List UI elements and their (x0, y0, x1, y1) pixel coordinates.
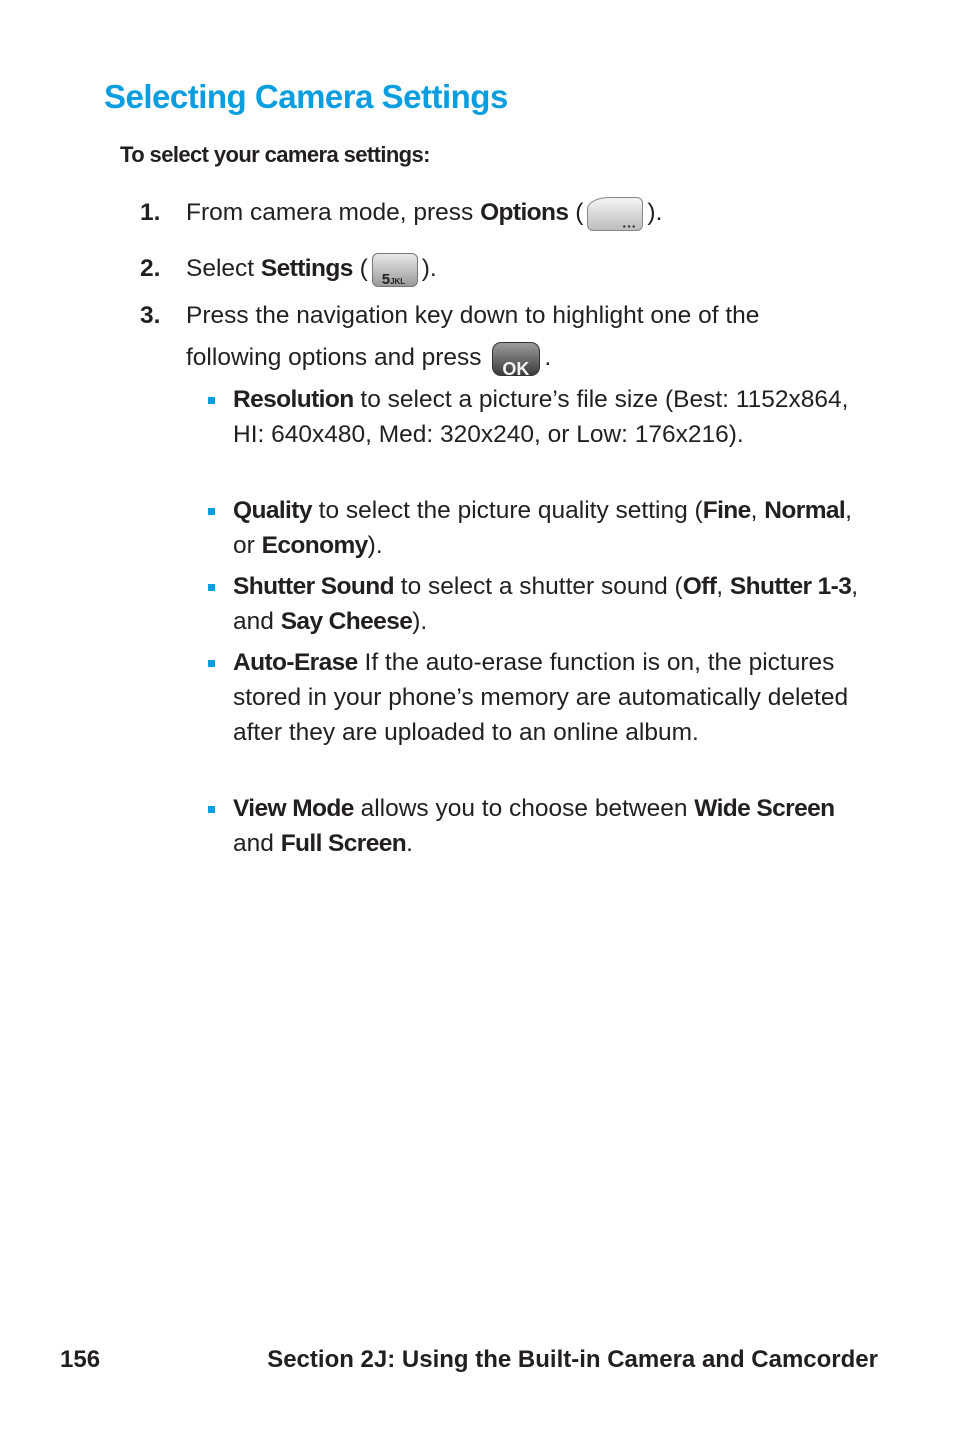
ok-key-icon: OK (492, 342, 540, 376)
option-normal: Normal (764, 497, 846, 524)
bullet-term: View Mode (233, 795, 354, 822)
option-shutter: Shutter 1-3 (729, 573, 852, 600)
option-off: Off (682, 573, 717, 600)
bullet-term: Quality (233, 497, 312, 524)
step-1 (140, 192, 663, 234)
bullet-text: , or (233, 497, 852, 559)
step-text: From camera mode, press (186, 199, 481, 226)
bullet-text: to select a shutter sound ( (393, 573, 683, 600)
step-number: 3. (140, 302, 161, 329)
bullet-view-mode (208, 791, 868, 861)
step-text: Select (186, 255, 261, 282)
bullet-text: allows you to choose between (353, 795, 695, 822)
bullet-resolution (208, 382, 868, 452)
bullet-text: ). (367, 532, 383, 559)
option-full-screen: Full Screen (280, 830, 407, 857)
options-label: Options (480, 199, 569, 226)
key-5-digit: 5 (381, 270, 391, 288)
step-number: 1. (140, 199, 161, 226)
bullet-text: . (406, 830, 413, 857)
option-say-cheese: Say Cheese (280, 608, 413, 635)
bullet-quality (208, 493, 868, 563)
bullet-text: If the auto-erase function is on, the pictures stored in your phone’s memory are automatically deleted after they are uploaded to an online album. (233, 649, 849, 746)
step-text-line-2: following options and press (186, 344, 489, 371)
settings-label: Settings (260, 255, 353, 282)
page-number: 156 (60, 1346, 101, 1373)
bullet-square-icon (208, 508, 215, 515)
bullet-text: to select a picture’s file size (Best: 1152x864, HI: 640x480, Med: 320x240, or Low: 176x216). (233, 386, 849, 448)
bullet-square-icon (208, 660, 215, 667)
step-3 (140, 295, 760, 379)
options-key-icon: ··· (587, 197, 643, 231)
bullet-square-icon (208, 584, 215, 591)
paren-close: ). (647, 199, 663, 226)
bullet-text: to select the picture quality setting ( (311, 497, 703, 524)
paren-open: ( (568, 199, 584, 226)
intro-heading: To select your camera settings: (120, 142, 430, 167)
bullet-term: Shutter Sound (233, 573, 394, 600)
bullet-text: , and (233, 573, 859, 635)
bullet-text: , (750, 497, 765, 524)
page-title: Selecting Camera Settings (104, 78, 508, 115)
bullet-square-icon (208, 806, 215, 813)
step-text-end: . (544, 344, 552, 371)
bullet-term: Resolution (233, 386, 354, 413)
bullet-auto-erase (208, 645, 868, 750)
option-fine: Fine (702, 497, 751, 524)
step-2 (140, 248, 437, 290)
section-footer: Section 2J: Using the Built-in Camera and Camcorder (267, 1346, 878, 1373)
option-wide-screen: Wide Screen (694, 795, 835, 822)
key-5-letters: JKL (390, 276, 406, 286)
bullet-shutter-sound (208, 569, 868, 639)
paren-close: ). (421, 255, 437, 282)
option-economy: Economy (261, 532, 368, 559)
bullet-term: Auto-Erase (233, 649, 358, 676)
step-number: 2. (140, 255, 161, 282)
bullet-square-icon (208, 397, 215, 404)
paren-open: ( (352, 255, 368, 282)
5-key-icon (372, 253, 418, 287)
bullet-text: and (233, 830, 281, 857)
bullet-text: , (716, 573, 730, 600)
step-text-line-1: Press the navigation key down to highlight one of the (186, 302, 760, 329)
bullet-text: ). (412, 608, 428, 635)
